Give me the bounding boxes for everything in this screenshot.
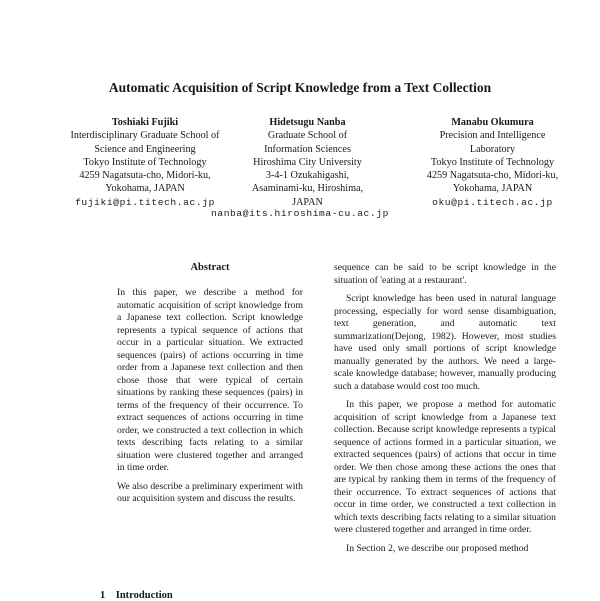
affiliation-line: JAPAN [292, 196, 323, 208]
author-name: Hidetsugu Nanba [269, 117, 346, 128]
section-heading-introduction [100, 590, 173, 601]
body-paragraph: Script knowledge has been used in natural language processing, especially for word sense disambiguation, text generation, and automatic text summarization(Dejong, 1982). However, most studies have used only small portions of script knowledge manually generated by the authors. We need a large-scale knowledge database; however, manually producing such a database would cost too much. [334, 293, 556, 392]
affiliation-line: 4259 Nagatsuta-cho, Midori-ku, [79, 170, 211, 182]
affiliation-line: 4259 Nagatsuta-cho, Midori-ku, [426, 170, 559, 182]
section-title: Introduction [115, 590, 173, 601]
body-paragraph: In this paper, we propose a method for automatic acquisition of script knowledge from a Japanese text collection. Because script knowledge represents a typical sequence of actions formed in a particular situation, we extracted sequences (pairs) of actions that occur in time order. We then chose among these actions the ones that are typical by ranking them in terms of the frequency of their occurrence. To extract sequences of actions that occur in time order, we constructed a text collection in which texts describing facts relating to a similar situation were clustered together and arranged in time order. [334, 399, 556, 535]
affiliation-line: Hiroshima City University [253, 156, 362, 168]
right-column-body [334, 262, 556, 561]
author-block-1 [60, 116, 230, 209]
affiliation-line: Graduate School of [267, 130, 348, 142]
author-name: Toshiaki Fujiki [111, 117, 179, 128]
affiliation-line: 3-4-1 Ozukahigashi, [265, 170, 350, 182]
affiliation-line: Precision and Intelligence [439, 130, 546, 142]
affiliation-line: Asaminami-ku, Hiroshima, [251, 183, 364, 195]
abstract-heading: Abstract [190, 262, 230, 273]
abstract-body [117, 287, 303, 512]
body-paragraph: sequence can be said to be script knowledge in the situation of 'eating at a restaurant'. [334, 262, 556, 286]
affiliation-line: Science and Engineering [94, 143, 196, 155]
author-email: fujiki@pi.titech.ac.jp [75, 196, 215, 208]
affiliation-line: Interdisciplinary Graduate School of [70, 130, 220, 142]
abstract-paragraph: In this paper, we describe a method for automatic acquisition of script knowledge from a Japanese text collection. Script knowledge represents a typical sequence of actions that occur in a particular situation. We extracted sequences (pairs) of actions occurring in time order from a Japanese text collection and then chose those that were typical of certain situations by ranking these sequences (pairs) in terms of the frequency of their occurrence. To extract sequences of actions occurring in time order, we constructed a text collection in which texts describing facts relating to a similar situation were clustered together and arranged in time order. [117, 287, 303, 473]
affiliation-line: Yokohama, JAPAN [452, 183, 533, 195]
affiliation-line: Yokohama, JAPAN [105, 183, 185, 195]
author-email: oku@pi.titech.ac.jp [432, 196, 553, 208]
body-paragraph: In Section 2, we describe our proposed method [346, 542, 529, 554]
author-name: Manabu Okumura [451, 117, 534, 128]
section-number: 1 [100, 590, 106, 601]
affiliation-line: Information Sciences [264, 143, 351, 155]
affiliation-line: Laboratory [469, 143, 516, 155]
affiliation-line: Tokyo Institute of Technology [83, 156, 207, 168]
abstract-paragraph: We also describe a preliminary experiment with our acquisition system and discuss the results. [117, 480, 303, 504]
affiliation-line: Tokyo Institute of Technology [430, 156, 555, 168]
author-block-2 [240, 116, 375, 209]
shared-email: nanba@its.hiroshima-cu.ac.jp [210, 208, 389, 219]
author-block-3 [405, 116, 580, 209]
paper-title: Automatic Acquisition of Script Knowledge from a Text Collection [108, 80, 492, 95]
